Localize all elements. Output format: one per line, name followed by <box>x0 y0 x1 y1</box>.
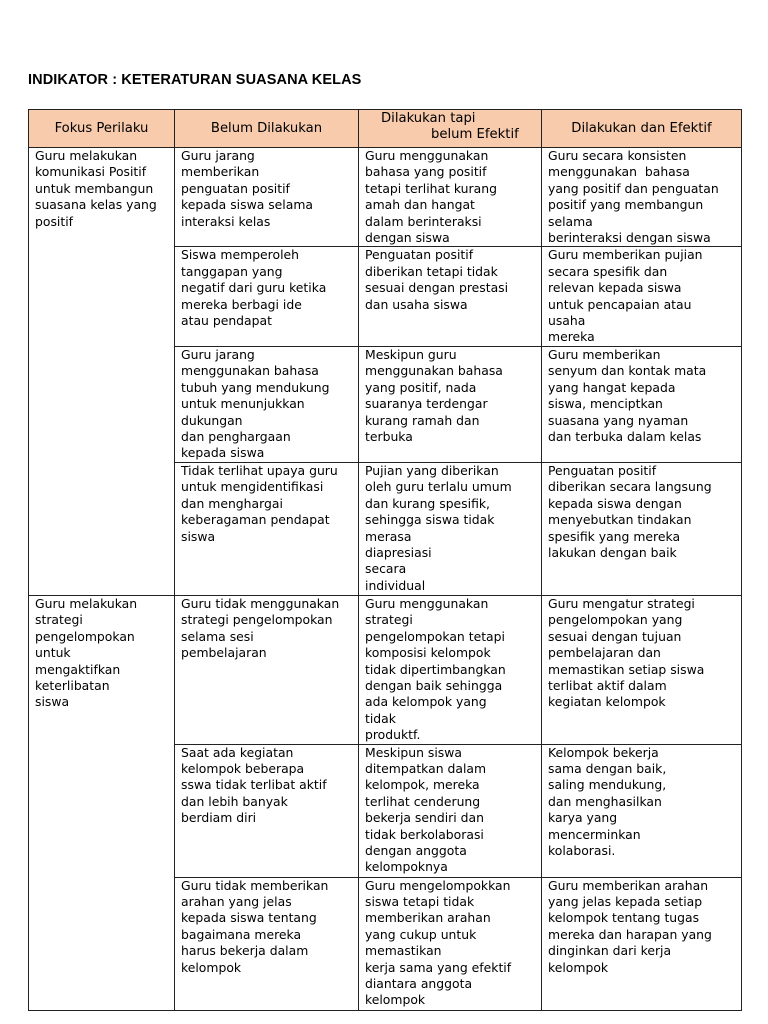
belum-text: Guru tidak memberikan arahan yang jelas kepada siswa tentang bagaimana mereka harus bekerja dalam kelompok <box>181 877 329 975</box>
focus-text: Guru melakukan komunikasi Positif untuk membangun suasana kelas yang positif <box>35 148 157 229</box>
efektif-cell <box>542 148 742 247</box>
efektif-text: Guru secara konsisten menggunakan bahasa yang positif dan penguatan positif yang membangun selama berinteraksi dengan siswa <box>548 148 719 246</box>
header-line-2: belum Efektif <box>431 127 519 142</box>
tapi-text: Pujian yang diberikan oleh guru terlalu umum dan kurang spesifik, sehingga siswa tidak merasa diapresiasi secara individual <box>365 462 512 593</box>
belum-text: Guru tidak menggunakan strategi pengelompokan selama sesi pembelajaran <box>181 595 340 661</box>
tapi-cell <box>359 877 542 1010</box>
belum-text: Siswa memperoleh tanggapan yang negatif dari guru ketika mereka berbagi ide atau pendapat <box>181 247 327 329</box>
tapi-text: Penguatan positif diberikan tetapi tidak sesuai dengan prestasi dan usaha siswa <box>365 247 509 312</box>
belum-text: Guru jarang memberikan penguatan positif kepada siswa selama interaksi kelas <box>181 148 314 229</box>
header-fokus-perilaku: Fokus Perilaku <box>29 110 175 148</box>
tapi-cell <box>359 744 542 877</box>
efektif-cell <box>542 346 742 462</box>
tapi-cell <box>359 148 542 247</box>
tapi-text: Guru menggunakan bahasa yang positif tetapi terlihat kurang amah dan hangat dalam berinteraksi dengan siswa <box>365 148 497 246</box>
belum-cell <box>175 744 359 877</box>
belum-text: Tidak terlihat upaya guru untuk mengidentifikasi dan menghargai keberagaman pendapat siswa <box>181 462 338 544</box>
tapi-cell <box>359 462 542 595</box>
table-row <box>29 148 742 247</box>
belum-cell <box>175 595 359 744</box>
tapi-cell <box>359 247 542 346</box>
table-row <box>29 595 742 744</box>
belum-cell <box>175 877 359 1010</box>
header-belum-dilakukan: Belum Dilakukan <box>175 110 359 148</box>
focus-text: Guru melakukan strategi pengelompokan untuk mengaktifkan keterlibatan siswa <box>35 595 138 710</box>
header-row <box>29 110 742 148</box>
efektif-cell <box>542 744 742 877</box>
belum-cell <box>175 462 359 595</box>
tapi-cell <box>359 346 542 462</box>
focus-cell <box>29 595 175 1010</box>
efektif-cell <box>542 247 742 346</box>
efektif-text: Guru memberikan arahan yang jelas kepada setiap kelompok tentang tugas mereka dan harapan yang dinginkan dari kerja kelompok <box>548 877 712 975</box>
tapi-text: Guru mengelompokkan siswa tetapi tidak memberikan arahan yang cukup untuk memastikan kerja sama yang efektif diantara anggota kelompok <box>365 877 512 1008</box>
efektif-text: Guru memberikan senyum dan kontak mata yang hangat kepada siswa, menciptkan suasana yang nyaman dan terbuka dalam kelas <box>548 346 707 444</box>
header-line-1: Dilakukan tapi <box>381 111 476 126</box>
efektif-text: Penguatan positif diberikan secara langsung kepada siswa dengan menyebutkan tindakan spesifik yang mereka lakukan dengan baik <box>548 462 712 560</box>
focus-cell <box>29 148 175 596</box>
efektif-cell <box>542 877 742 1010</box>
efektif-cell <box>542 462 742 595</box>
indicator-table <box>28 109 742 1011</box>
tapi-text: Meskipun siswa ditempatkan dalam kelompok, mereka terlihat cenderung bekerja sendiri dan tidak berkolaborasi dengan anggota kelompoknya <box>365 744 487 875</box>
belum-text: Saat ada kegiatan kelompok beberapa sswa tidak terlibat aktif dan lebih banyak berdiam diri <box>181 744 327 826</box>
belum-cell <box>175 148 359 247</box>
page-title: INDIKATOR : KETERATURAN SUASANA KELAS <box>28 72 362 88</box>
belum-cell <box>175 346 359 462</box>
efektif-text: Kelompok bekerja sama dengan baik, saling mendukung, dan menghasilkan karya yang mencerminkan kolaborasi. <box>548 744 667 858</box>
tapi-text: Meskipun guru menggunakan bahasa yang positif, nada suaranya terdengar kurang ramah dan terbuka <box>365 346 503 444</box>
belum-cell <box>175 247 359 346</box>
belum-text: Guru jarang menggunakan bahasa tubuh yang mendukung untuk menunjukkan dukungan dan penghargaan kepada siswa <box>181 346 330 461</box>
tapi-cell <box>359 595 542 744</box>
header-dilakukan-dan-efektif: Dilakukan dan Efektif <box>542 110 742 148</box>
tapi-text: Guru menggunakan strategi pengelompokan tetapi komposisi kelompok tidak dipertimbangkan dengan baik sehingga ada kelompok yang tidak produktf. <box>365 595 506 743</box>
efektif-cell <box>542 595 742 744</box>
efektif-text: Guru memberikan pujian secara spesifik dan relevan kepada siswa untuk pencapaian atau usaha mereka <box>548 247 703 345</box>
efektif-text: Guru mengatur strategi pengelompokan yang sesuai dengan tujuan pembelajaran dan memastikan setiap siswa terlibat aktif dalam kegiatan kelompok <box>548 595 705 710</box>
header-dilakukan-tapi-belum-efektif <box>359 110 542 148</box>
